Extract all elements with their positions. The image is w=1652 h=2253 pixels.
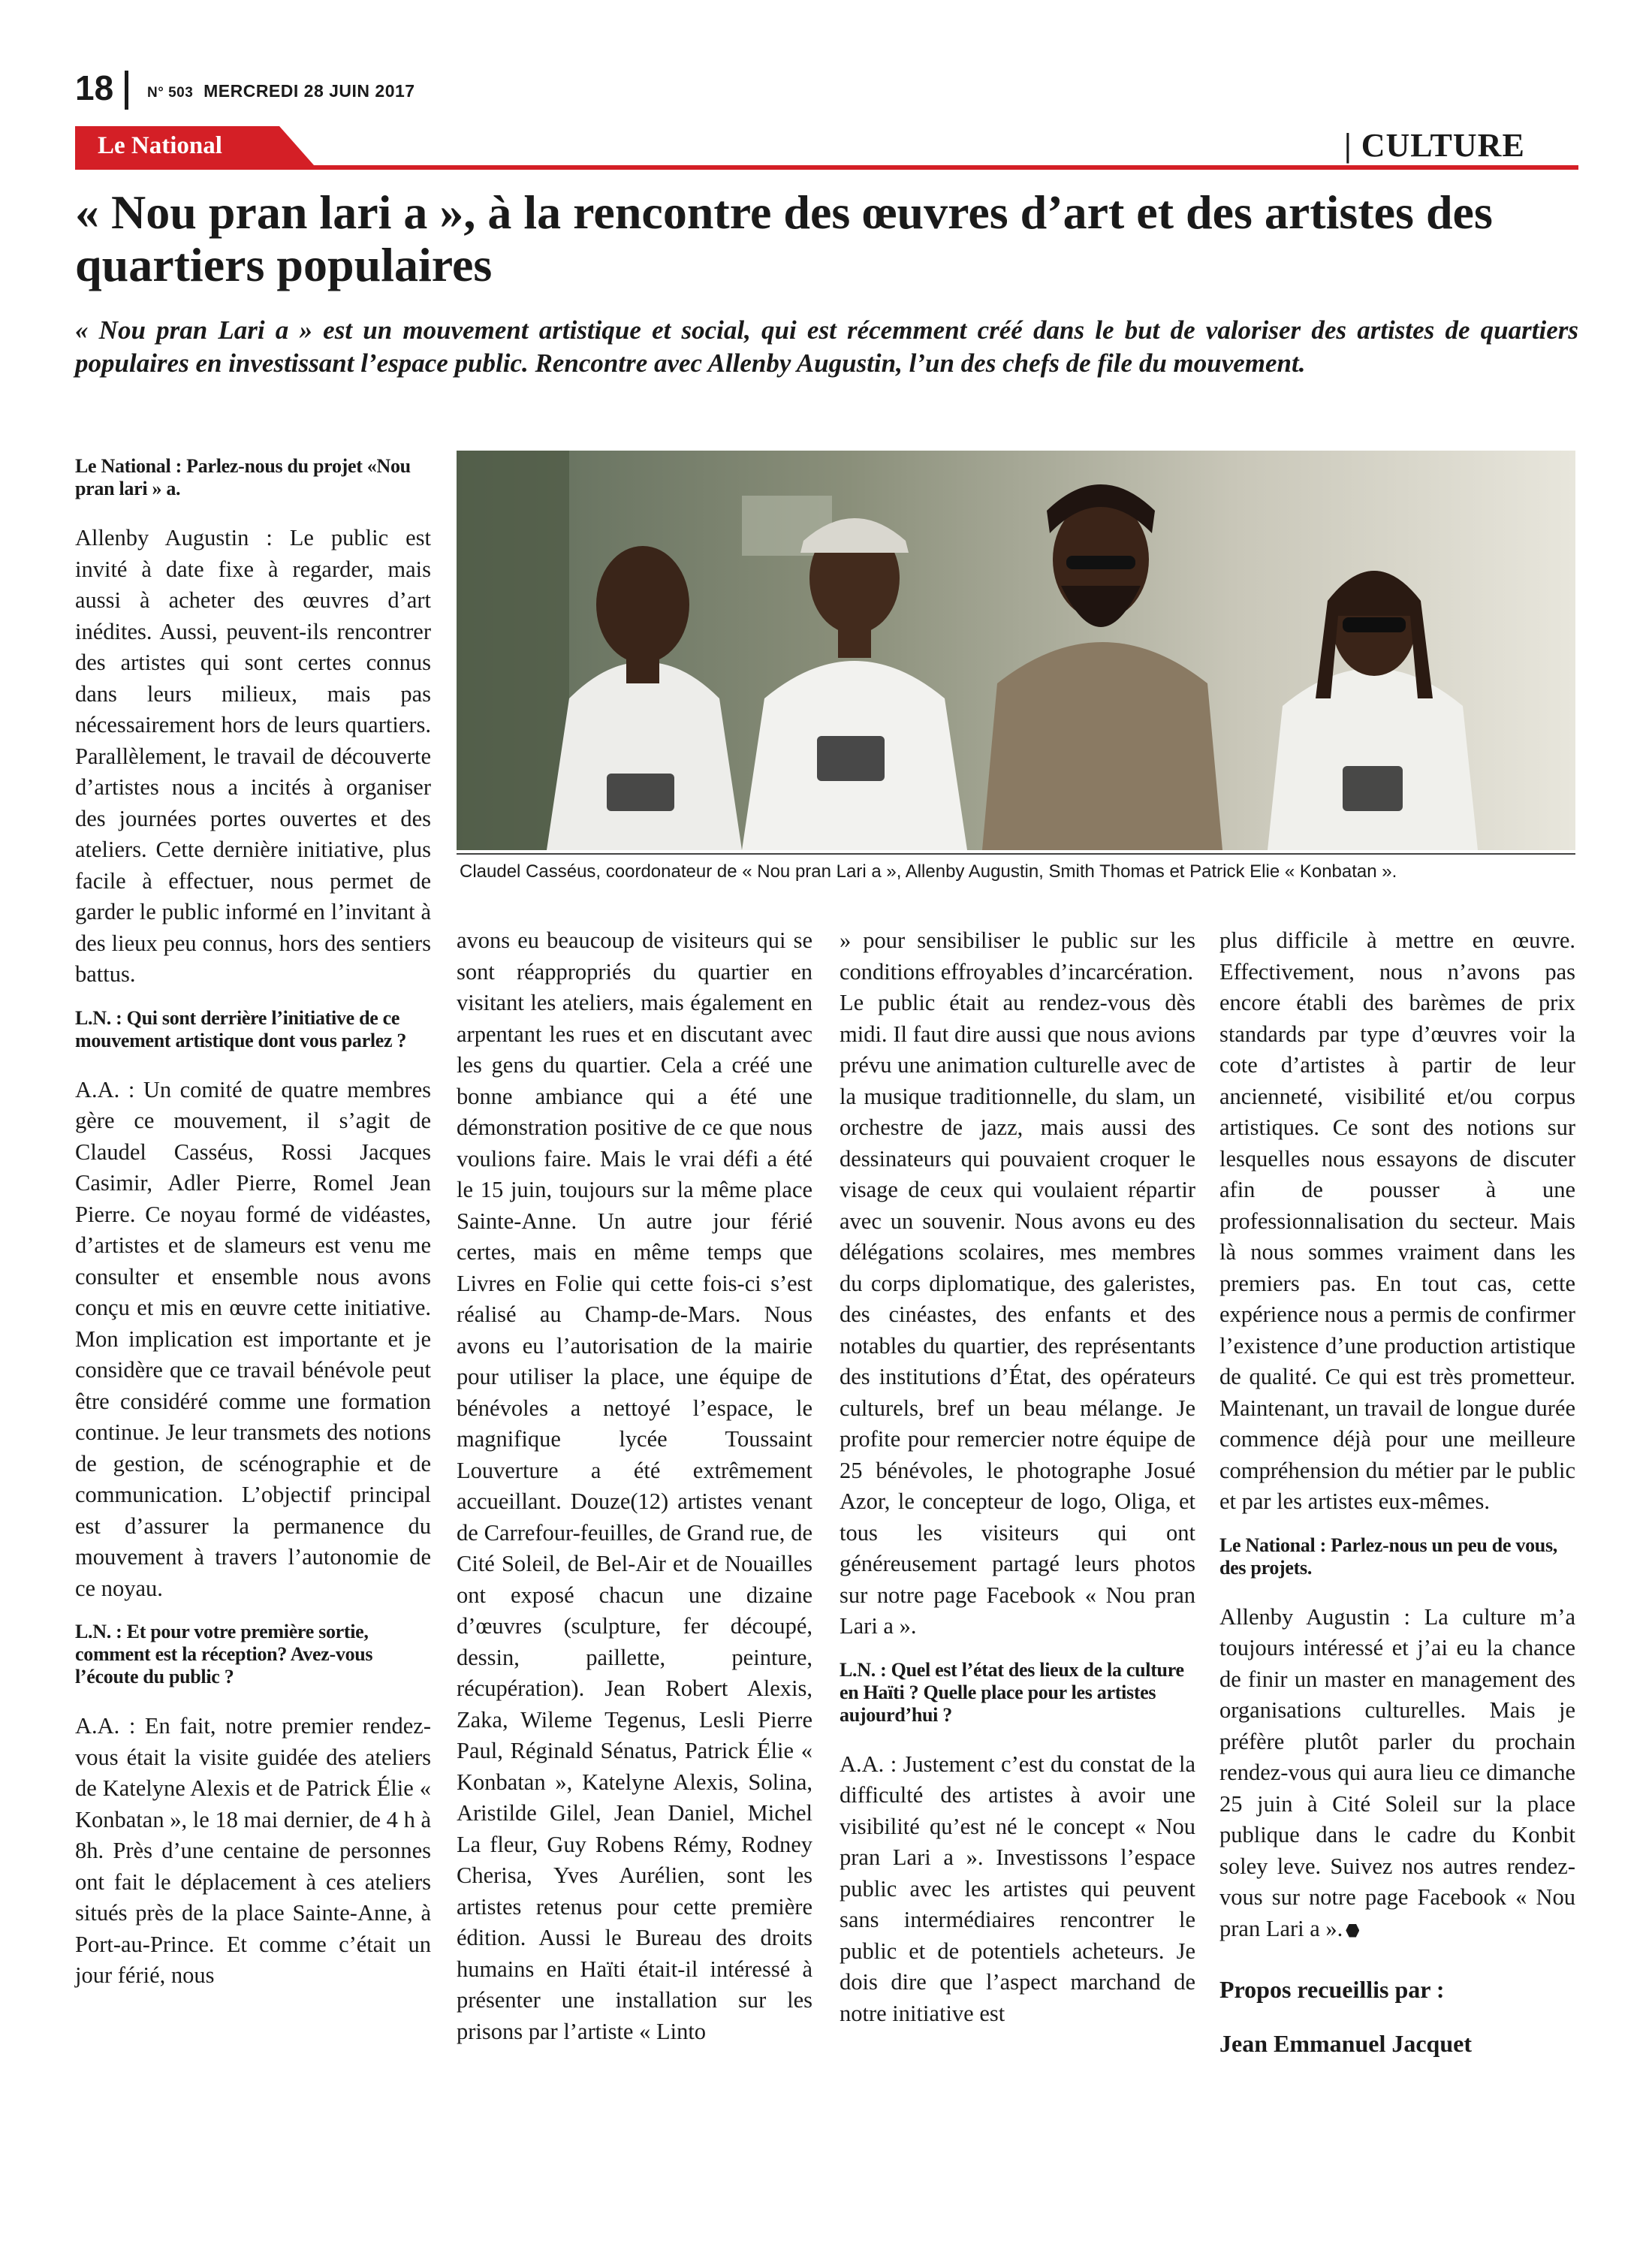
answer-5: Allenby Augustin : La culture m’a toujours intéressé et j’ai eu la chance de finir un master en management des organisations culturelles. Mais je préfère plutôt parler du prochain rendez-vous qui aura lieu ce dimanche 25 juin à Cité Soleil sur la place publique dans le cadre du Konbit soley leve. Suivez nos autres rendez-vous sur notre page Facebook « Nou pran Lari a ». <box>1219 1603 1575 1941</box>
group-photo-illustration <box>457 451 1575 850</box>
answer-4-part-1: A.A. : Justement c’est du constat de la difficulté des artistes à avoir une visibilité qu’est né le concept « Nou pran Lari a ». Investissons l’espace public avec les artistes qui peuvent sans intermédiaires rencontrer le public et de potentiels acheteurs. Je dois dire que l’aspect marchand de notre initiative est <box>840 1751 1195 2026</box>
question-2: L.N. : Qui sont derrière l’initiative de ce mouvement artistique dont vous parlez ? <box>75 1006 407 1051</box>
answer-4-part-2: plus difficile à mettre en œuvre. Effectivement, nous n’avons pas encore établi des barèmes de prix standards par type d’œuvres voir la cote d’artistes à partir de leur ancienneté, visibilité et/ou corpus artistiques. Ce sont des notions sur lesquelles nous essayons de discuter afin de pousser à une professionnalisation du secteur. Mais là nous sommes vraiment dans les premiers pas. En tout cas, cette expérience nous a permis de confirmer l’existence d’une production artistique de qualité. Ce qui est très prometteur. Maintenant, un travail de longue durée commence déjà pour une meilleure compréhension du métier par le public et par les artistes eux-mêmes. <box>1219 927 1575 1514</box>
page-number-divider <box>125 71 128 110</box>
question-3: L.N. : Et pour votre première sortie, comment est la réception? Avez-vous l’écoute du public ? <box>75 1621 373 1687</box>
column-2 <box>457 925 812 2047</box>
answer-3-part-3: » pour sensibiliser le public sur les conditions effroyables d’incarcération. <box>840 927 1195 985</box>
photo-caption-rule <box>457 853 1575 855</box>
column-3 <box>840 925 1195 2029</box>
article-lead: « Nou pran Lari a » est un mouvement artistique et social, qui est récemment créé dans le but de valoriser des artistes de quartiers populaires en investissant l’espace public. Rencontre avec Allenby Augustin, l’un des chefs de file du mouvement. <box>75 315 1578 378</box>
issue-date-line <box>147 81 415 101</box>
article-title: « Nou pran lari a », à la rencontre des œuvres d’art et des artistes des quartiers populaires <box>75 185 1493 291</box>
issue-number: N° 503 <box>147 85 194 101</box>
credit-name: Jean Emmanuel Jacquet <box>1219 2030 1472 2057</box>
end-of-article-icon <box>1346 1924 1359 1938</box>
answer-3-part-1: A.A. : En fait, notre premier rendez-vous était la visite guidée des ateliers de Katelyne Alexis et de Patrick Élie « Konbatan », le 18 mai dernier, de 4 h à 8h. Près d’une centaine de personnes ont fait le déplacement à ces ateliers situés près de la place Sainte-Anne, à Port-au-Prince. Et comme c’était un jour férié, nous <box>75 1713 431 1988</box>
group-photo <box>457 451 1575 850</box>
question-4: L.N. : Quel est l’état des lieux de la culture en Haïti ? Quelle place pour les artistes aujourd’hui ? <box>840 1658 1184 1726</box>
answer-5-wrapper <box>1219 1602 1575 1945</box>
section-label: | CULTURE <box>1344 127 1525 164</box>
answer-2: A.A. : Un comité de quatre membres gère ce mouvement, il s’agit de Claudel Casséus, Rossi Jacques Casimir, Adler Pierre, Romel Jean Pierre. Ce noyau formé de vidéastes, d’artistes et de slameurs est venu me consulter et ensemble nous avons conçu et mis en œuvre cette initiative. Mon implication est importante et je considère que ce travail bénévole peut être considéré comme une formation continue. Je leur transmets des notions de gestion, de scénographie et de communication. L’objectif principal est d’assurer la permanence du mouvement à travers l’autonomie de ce noyau. <box>75 1076 431 1601</box>
issue-date: MERCREDI 28 JUIN 2017 <box>203 81 415 101</box>
photo-caption: Claudel Casséus, coordonateur de « Nou pran Lari a », Allenby Augustin, Smith Thomas et Patrick Elie « Konbatan ». <box>460 861 1397 882</box>
question-5: Le National : Parlez-nous un peu de vous, des projets. <box>1219 1534 1557 1579</box>
header-rule <box>75 165 1578 170</box>
answer-1: Allenby Augustin : Le public est invité à date fixe à regarder, mais aussi à acheter des œuvres d’art inédites. Aussi, peuvent-ils rencontrer des artistes qui sont certes connus dans leurs milieux, mais pas nécessairement hors de leurs quartiers. Parallèlement, le travail de découverte d’artistes nous a incités à organiser des journées portes ouvertes et des ateliers. Cette dernière initiative, plus facile à effectuer, nous permet de garder le public informé en l’invitant à des lieux peu connus, hors des sentiers battus. <box>75 525 431 987</box>
newspaper-brand: Le National <box>98 132 222 159</box>
credit-label: Propos recueillis par : <box>1219 1976 1445 2003</box>
column-4 <box>1219 925 1575 2058</box>
answer-3-part-2: avons eu beaucoup de visiteurs qui se sont réappropriés du quartier en visitant les ateliers, mais également en arpentant les rues et en discutant avec les gens du quartier. Cela a créé une bonne ambiance qui a été une démonstration positive de ce que nous voulions faire. Mais le vrai défi a été le 15 juin, toujours sur la même place Sainte-Anne. Un autre jour férié certes, mais en même temps que Livres en Folie qui cette fois-ci s’est réalisé au Champ-de-Mars. Nous avons eu l’autorisation de la mairie pour utiliser la place, une équipe de bénévoles a nettoyé l’espace, le magnifique lycée Toussaint Louverture a été extrêmement accueillant. Douze(12) artistes venant de Carrefour-feuilles, de Grand rue, de Cité Soleil, de Bel-Air et de Nouailles ont exposé chacun une dizaine d’œuvres (sculpture, fer découpé, dessin, paillette, peinture, récupération). Jean Robert Alexis, Zaka, Wileme Tegenus, Lesli Pierre Paul, Réginald Sénatus, Patrick Élie « Konbatan », Katelyne Alexis, Solina, Aristilde Gilel, Jean Daniel, Michel La fleur, Guy Robens Rémy, Rodney Cherisa, Yves Aurélien, sont les artistes retenus pour cette première édition. Aussi le Bureau des droits humains en Haïti était-il intéressé à présenter une installation sur les prisons par l’artiste « Linto <box>457 927 812 2044</box>
column-1 <box>75 455 431 1992</box>
answer-3-part-4: Le public était au rendez-vous dès midi. Il faut dire aussi que nous avions prévu une animation culturelle avec de la musique traditionnelle, du slam, un orchestre de jazz, mais aussi des dessinateurs qui pouvaient croquer le visage de ceux qui voulaient répartir avec un souvenir. Nous avons eu des délégations scolaires, mes membres du corps diplomatique, des galeristes, des cinéastes, des enfants et des notables du quartier, des représentants des institutions d’État, des opérateurs culturels, bref un beau mélange. Je profite pour remercier notre équipe de 25 bénévoles, le photographe Josué Azor, le concepteur de logo, Oliga, et tous les visiteurs qui ont généreusement partagé leurs photos sur notre page Facebook « Nou pran Lari a ». <box>840 990 1195 1639</box>
page-number: 18 <box>75 68 114 107</box>
question-1: Le National : Parlez-nous du projet «Nou pran lari » a. <box>75 455 411 499</box>
